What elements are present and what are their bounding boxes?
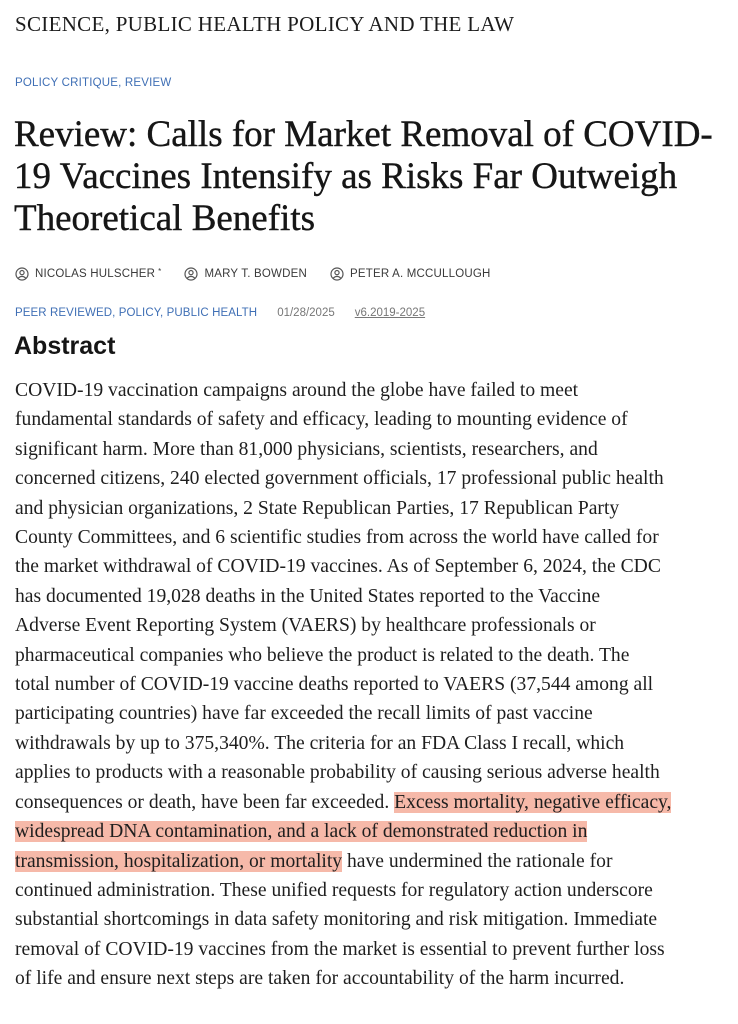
abstract-line — [15, 788, 729, 817]
abstract-line: pharmaceutical companies who believe the product is related to the death. The — [15, 644, 630, 666]
abstract-line: total number of COVID-19 vaccine deaths reported to VAERS (37,544 among all — [15, 674, 654, 696]
abstract-line: fundamental standards of safety and efficacy, leading to mounting evidence of — [15, 409, 628, 431]
publish-date: 01/28/2025 — [277, 307, 335, 319]
abstract-text — [15, 376, 729, 994]
highlighted-text: Excess mortality, negative efficacy, — [394, 791, 672, 813]
abstract-line: the market withdrawal of COVID-19 vaccines. As of September 6, 2024, the CDC — [15, 556, 661, 578]
author-name: PETER A. MCCULLOUGH — [349, 268, 491, 280]
abstract-line: and physician organizations, 2 State Republican Parties, 17 Republican Party — [15, 497, 620, 519]
author-name: NICOLAS HULSCHER — [35, 268, 156, 280]
version-link[interactable]: v6.2019-2025 — [354, 307, 426, 319]
author-name: MARY T. BOWDEN — [204, 268, 307, 280]
journal-title[interactable]: SCIENCE, PUBLIC HEALTH POLICY AND THE LAW — [15, 12, 515, 36]
abstract-line: withdrawals by up to 375,340%. The criteria for an FDA Class I recall, which — [15, 732, 625, 754]
abstract-line: continued administration. These unified requests for regulatory action underscore — [15, 879, 653, 901]
abstract-line: has documented 19,028 deaths in the United States reported to the Vaccine — [15, 585, 601, 607]
abstract-line: Adverse Event Reporting System (VAERS) by healthcare professionals or — [15, 615, 596, 637]
abstract-line: COVID-19 vaccination campaigns around the globe have failed to meet — [15, 380, 579, 401]
abstract-line: participating countries) have far exceeded the recall limits of past vaccine — [15, 703, 593, 725]
highlighted-text: widespread DNA contamination, and a lack of demonstrated reduction in — [15, 821, 588, 843]
abstract-line — [15, 847, 729, 876]
corresponding-author-mark: * — [158, 266, 162, 276]
abstract-line — [15, 817, 729, 846]
user-circle-icon — [184, 267, 198, 281]
user-circle-icon — [15, 267, 29, 281]
abstract-text-segment: consequences or death, have been far exceeded. — [15, 791, 395, 813]
highlighted-text: transmission, hospitalization, or mortality — [15, 850, 343, 872]
abstract-line: of life and ensure next steps are taken for accountability of the harm incurred. — [15, 968, 625, 990]
abstract-line: significant harm. More than 81,000 physicians, scientists, researchers, and — [15, 438, 598, 460]
category-link[interactable]: POLICY CRITIQUE, REVIEW — [15, 77, 172, 89]
abstract-line: County Committees, and 6 scientific studies from across the world have called for — [15, 527, 659, 549]
author-1[interactable] — [15, 267, 161, 281]
abstract-line: substantial shortcomings in data safety monitoring and risk mitigation. Immediate — [15, 909, 658, 931]
author-2[interactable] — [184, 267, 307, 281]
abstract-line: applies to products with a reasonable probability of causing serious adverse health — [15, 762, 660, 784]
author-list — [15, 267, 514, 281]
abstract-line: concerned citizens, 240 elected government officials, 17 professional public health — [15, 468, 664, 490]
article-title: Review: Calls for Market Removal of COVID-19 Vaccines Intensify as Risks Far Outweigh Theoretical Benefits — [14, 114, 713, 239]
article-meta — [15, 307, 425, 319]
author-3[interactable] — [330, 267, 491, 281]
abstract-text-segment: have undermined the rationale for — [342, 850, 613, 872]
user-circle-icon — [330, 267, 344, 281]
abstract-heading: Abstract — [14, 332, 116, 360]
tags-link[interactable]: PEER REVIEWED, POLICY, PUBLIC HEALTH — [15, 307, 258, 319]
abstract-line: removal of COVID-19 vaccines from the market is essential to prevent further loss — [15, 938, 665, 960]
